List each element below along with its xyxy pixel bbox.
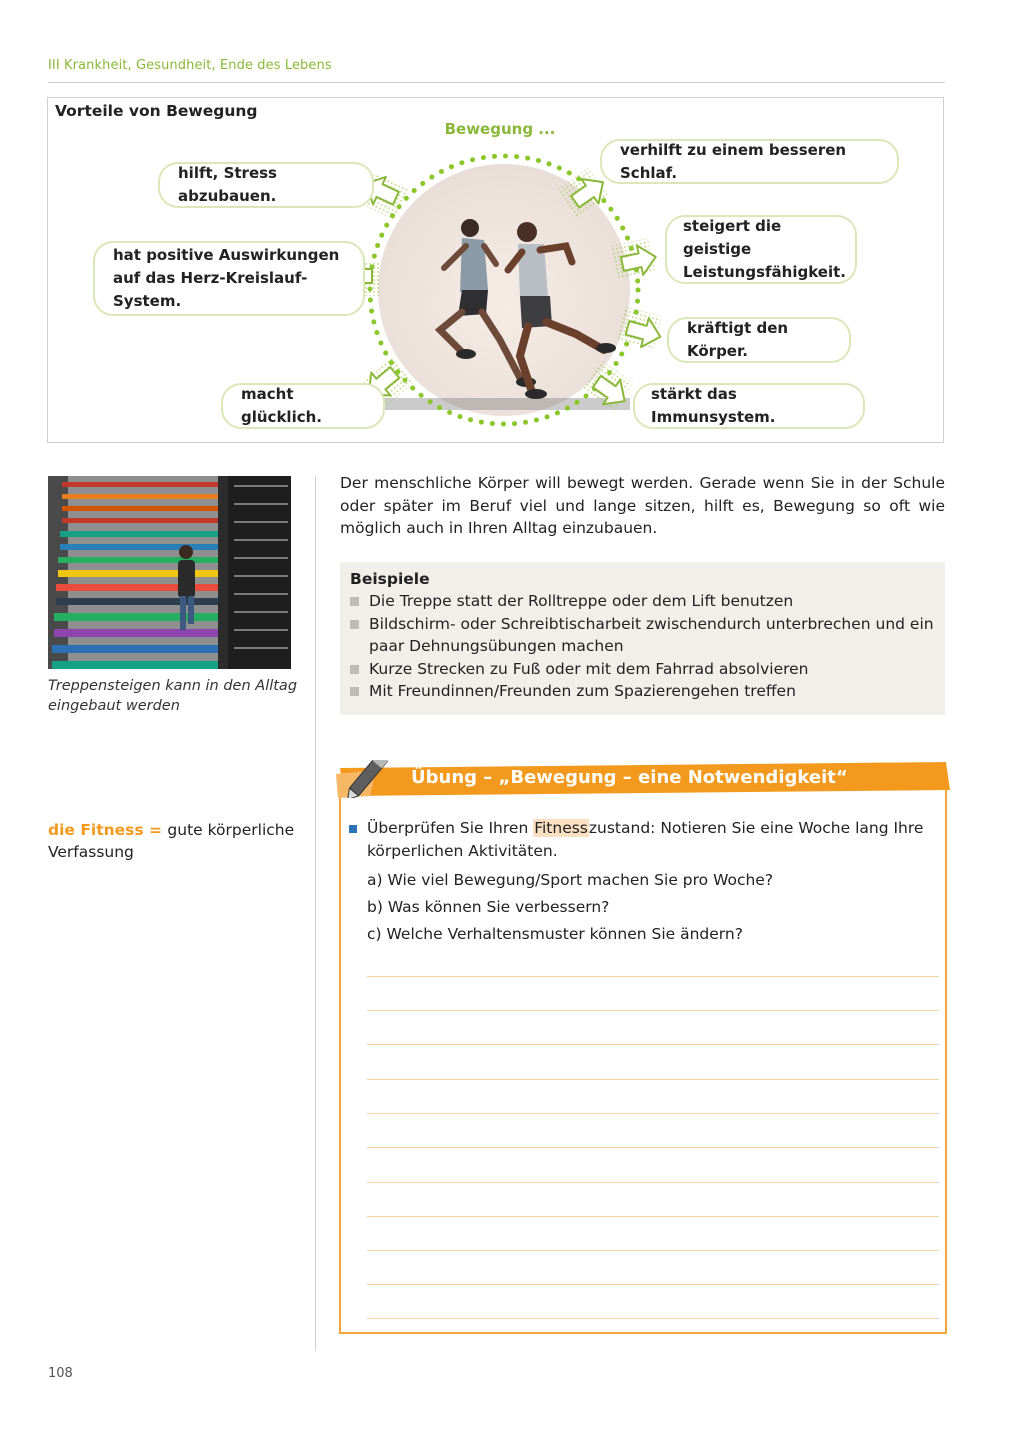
bullet-square-icon [350, 687, 359, 696]
writing-line[interactable] [367, 1182, 939, 1183]
writing-line[interactable] [367, 1113, 939, 1114]
benefit-bubble-body [667, 317, 851, 363]
diagram-decor [0, 0, 1018, 450]
bullet-square-icon [350, 620, 359, 629]
column-divider [315, 476, 316, 1351]
benefit-bubble-stress [158, 162, 374, 208]
glossary-note [48, 820, 298, 863]
benefit-bubble-happy [221, 383, 385, 429]
intro-paragraph: Der menschliche Körper will bewegt werden. Gerade wenn Sie in der Schule oder später im Beruf viel und lange sitzen, hilft es, Bewegung so oft wie möglich auch in Ihren Alltag einzubauen. [340, 474, 945, 537]
writing-line[interactable] [367, 1250, 939, 1251]
exercise-title: Übung – „Bewegung – eine Notwendigkeit“ [411, 767, 848, 788]
examples-title: Beispiele [350, 570, 430, 588]
question-item: c) Welche Verhaltensmuster können Sie ändern? [367, 925, 743, 943]
writing-line[interactable] [367, 1216, 939, 1217]
example-item: Die Treppe statt der Rolltreppe oder dem Lift benutzen [350, 590, 935, 613]
benefit-text: hilft, Stress abzubauen. [178, 164, 277, 205]
exercise-task [349, 817, 934, 948]
center-label: Bewegung ... [444, 120, 556, 138]
benefit-text: verhilft zu einem besseren Schlaf. [620, 140, 847, 182]
glossary-definition: gute körperliche Verfassung [48, 821, 295, 861]
examples-box [340, 562, 945, 715]
example-item: Mit Freundinnen/Freunden zum Spazierengehen treffen [350, 680, 935, 703]
benefit-bubble-immune [633, 383, 865, 429]
benefit-text: hat positive Auswirkungen auf das Herz-Kreislauf-System. [113, 246, 340, 310]
benefit-bubble-heart [93, 241, 365, 316]
benefit-bubble-mind [665, 215, 857, 284]
benefits-title: Vorteile von Bewegung [55, 102, 258, 120]
photo-caption: Treppensteigen kann in den Alltag eingebaut werden [48, 678, 298, 714]
bullet-square-icon [350, 665, 359, 674]
task-instruction: Überprüfen Sie Ihren Fitnesszustand: Notieren Sie eine Woche lang Ihre körperlichen Aktivitäten. [367, 819, 924, 860]
benefit-text: steigert die geistige Leistungsfähigkeit. [683, 217, 846, 281]
glossary-term: die Fitness [48, 821, 144, 839]
benefit-text: macht glücklich. [241, 385, 322, 426]
stairs-photo [48, 476, 291, 669]
writing-line[interactable] [367, 1010, 939, 1011]
question-list [349, 867, 934, 948]
bullet-square-icon [350, 597, 359, 606]
glossary-separator: = [143, 821, 168, 839]
writing-line[interactable] [367, 1079, 939, 1080]
example-item: Bildschirm- oder Schreibtischarbeit zwischendurch unterbrechen und ein paar Dehnungsübungen machen [350, 613, 935, 658]
stairs-illustration [48, 476, 291, 669]
writing-line[interactable] [367, 1044, 939, 1045]
example-item: Kurze Strecken zu Fuß oder mit dem Fahrrad absolvieren [350, 658, 935, 681]
chapter-header: III Krankheit, Gesundheit, Ende des Lebens [48, 58, 332, 73]
benefit-text: stärkt das Immunsystem. [651, 385, 776, 426]
page-number: 108 [48, 1366, 73, 1381]
highlighted-term: Fitness [534, 819, 588, 837]
benefit-text: kräftigt den Körper. [687, 319, 789, 360]
writing-line[interactable] [367, 1147, 939, 1148]
writing-line[interactable] [367, 976, 939, 977]
writing-line[interactable] [367, 1318, 939, 1319]
benefit-bubble-sleep [600, 139, 899, 184]
writing-line[interactable] [367, 1284, 939, 1285]
question-item: b) Was können Sie verbessern? [367, 898, 610, 916]
bullet-square-icon [349, 825, 357, 833]
question-item: a) Wie viel Bewegung/Sport machen Sie pro Woche? [367, 871, 774, 889]
